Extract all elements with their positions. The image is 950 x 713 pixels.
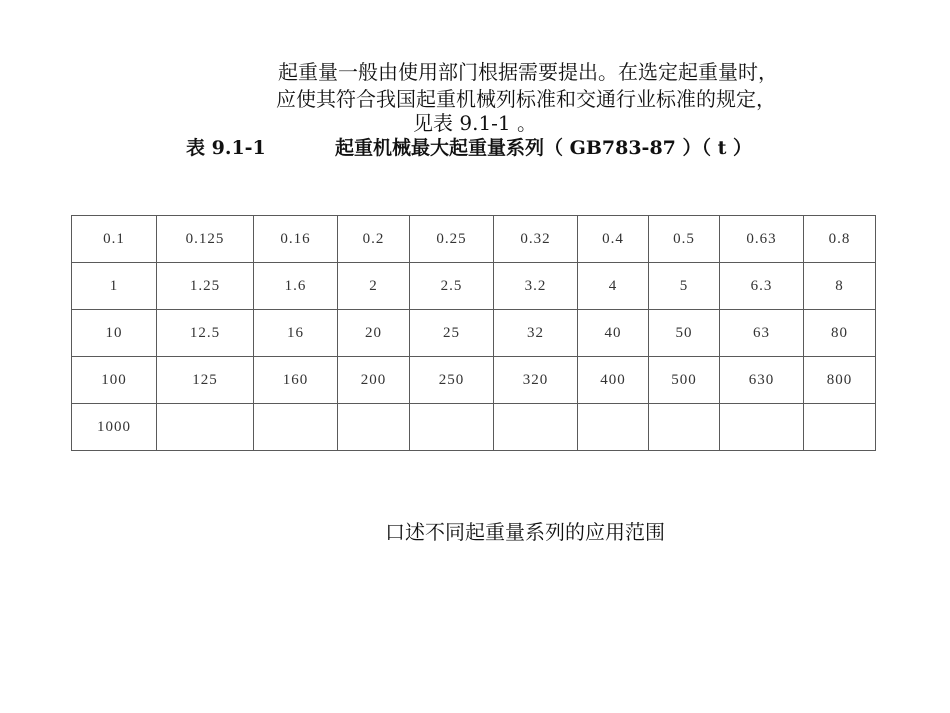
lifting-capacity-table xyxy=(71,215,876,451)
table-cell: 100 xyxy=(72,357,157,404)
table-cell: 10 xyxy=(72,310,157,357)
table-cell: 12.5 xyxy=(157,310,254,357)
table-caption-label: 表 9.1-1 xyxy=(186,137,266,159)
table-cell: 4 xyxy=(578,263,649,310)
table-cell xyxy=(410,404,494,451)
table-cell: 0.2 xyxy=(338,216,410,263)
table-cell: 40 xyxy=(578,310,649,357)
table-cell: 0.125 xyxy=(157,216,254,263)
table-cell: 5 xyxy=(649,263,720,310)
table-cell: 63 xyxy=(720,310,804,357)
table-cell: 160 xyxy=(254,357,338,404)
table-row xyxy=(72,357,876,404)
table-row xyxy=(72,216,876,263)
table-cell xyxy=(578,404,649,451)
table-cell: 1.6 xyxy=(254,263,338,310)
table-cell: 0.16 xyxy=(254,216,338,263)
table-cell: 200 xyxy=(338,357,410,404)
paragraph-line-1: 起重量一般由使用部门根据需要提出。在选定起重量时， xyxy=(278,60,778,84)
paragraph-line-3: 见表 9.1-1 。 xyxy=(413,111,538,135)
table-cell: 25 xyxy=(410,310,494,357)
table-cell xyxy=(804,404,876,451)
table-cell: 2 xyxy=(338,263,410,310)
table-cell: 0.25 xyxy=(410,216,494,263)
table-cell xyxy=(338,404,410,451)
table-cell: 32 xyxy=(494,310,578,357)
table-cell xyxy=(494,404,578,451)
table-cell xyxy=(649,404,720,451)
table-caption-title: 起重机械最大起重量系列（ GB783-87 ）（ t ） xyxy=(335,137,753,159)
table-row xyxy=(72,404,876,451)
footer-text: 口述不同起重量系列的应用范围 xyxy=(385,520,665,544)
table-cell: 6.3 xyxy=(720,263,804,310)
table-cell: 500 xyxy=(649,357,720,404)
table-cell: 1000 xyxy=(72,404,157,451)
table-cell: 50 xyxy=(649,310,720,357)
table-cell: 0.4 xyxy=(578,216,649,263)
table-cell: 0.5 xyxy=(649,216,720,263)
table-cell: 320 xyxy=(494,357,578,404)
table-row xyxy=(72,263,876,310)
table-cell: 400 xyxy=(578,357,649,404)
table-cell xyxy=(157,404,254,451)
table-cell: 8 xyxy=(804,263,876,310)
table-body xyxy=(72,216,876,451)
table-cell: 630 xyxy=(720,357,804,404)
table-cell: 800 xyxy=(804,357,876,404)
table-cell: 2.5 xyxy=(410,263,494,310)
table-cell: 0.63 xyxy=(720,216,804,263)
table-cell: 16 xyxy=(254,310,338,357)
table-cell: 0.8 xyxy=(804,216,876,263)
table-cell: 250 xyxy=(410,357,494,404)
table-cell: 1.25 xyxy=(157,263,254,310)
table-cell: 0.32 xyxy=(494,216,578,263)
table-cell: 20 xyxy=(338,310,410,357)
table-cell: 1 xyxy=(72,263,157,310)
table-cell xyxy=(254,404,338,451)
table-cell: 80 xyxy=(804,310,876,357)
table-cell xyxy=(720,404,804,451)
table-cell: 125 xyxy=(157,357,254,404)
table-cell: 0.1 xyxy=(72,216,157,263)
paragraph-line-2: 应使其符合我国起重机械列标准和交通行业标准的规定， xyxy=(276,87,776,111)
table-row xyxy=(72,310,876,357)
table-cell: 3.2 xyxy=(494,263,578,310)
